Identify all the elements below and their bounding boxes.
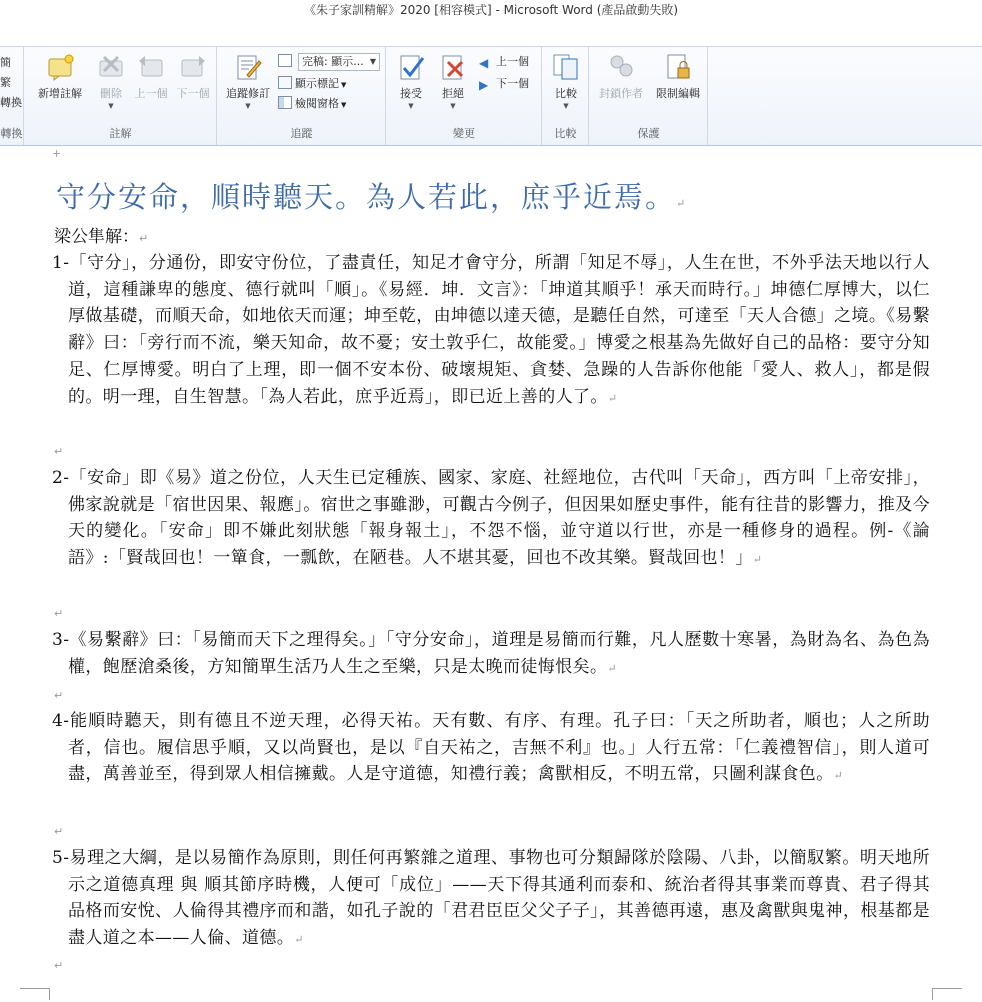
- group-label-tracking: 追蹤: [290, 127, 313, 140]
- previous-change-icon: ◀: [479, 56, 489, 70]
- reject-icon: [438, 53, 468, 81]
- paragraph-mark: ↵: [607, 661, 618, 675]
- display-review-icon: [278, 54, 292, 67]
- paragraph-3[interactable]: 3-《易繫辭》曰：「易簡而天下之理得矣。」「守分安命」，道理是易簡而行難，凡人歷數十寒暑，為財為名、為色為權，飽歷滄桑後，方知簡單生活乃人生之至樂，只是太晚而徒悔恨矣。↵: [52, 630, 930, 677]
- next-comment-button[interactable]: 下一個: [171, 53, 215, 101]
- chevron-down-icon: ▼: [563, 102, 569, 110]
- group-label-changes: 變更: [453, 127, 475, 140]
- ribbon-group-protect: [590, 47, 708, 145]
- convert-simplified-button[interactable]: 簡: [0, 56, 11, 69]
- empty-paragraph-mark: ↵: [54, 959, 64, 972]
- chevron-down-icon: ▼: [341, 81, 347, 89]
- track-changes-icon: [233, 53, 263, 81]
- review-pane-button[interactable]: 檢閱窗格 ▼: [278, 95, 346, 113]
- group-label-compare: 比較: [554, 127, 577, 140]
- page-corner-mark: [20, 988, 50, 1000]
- group-label-comments: 註解: [109, 127, 132, 140]
- paragraph-4[interactable]: 4-能順時聽天，則有德且不逆天理，必得天祐。天有數、有序、有理。孔子曰：「天之所助者，順也；人之所助者，信也。履信思乎順，又以尚賢也，是以『自天祐之，吉無不利』也。」人行五常：「仁義禮智信」，則人道可盡，萬善並至，得到眾人相信擁戴。人是守道德，知禮行義；禽獸相反，不明五常，只圖利謀食色。↵: [52, 711, 930, 785]
- chevron-down-icon: ▼: [450, 102, 456, 110]
- convert-button[interactable]: 轉換: [0, 96, 22, 109]
- empty-paragraph-mark: ↵: [54, 607, 64, 620]
- ribbon-group-tracking: [218, 47, 386, 145]
- chevron-down-icon: ▼: [408, 102, 414, 110]
- empty-paragraph-mark: ↵: [54, 825, 64, 838]
- chevron-down-icon: ▼: [108, 102, 114, 110]
- delete-comment-icon: [96, 53, 126, 81]
- paragraph-mark: ↵: [294, 933, 304, 947]
- paragraph-mark: ↵: [139, 232, 149, 245]
- paragraph-mark: ↵: [833, 769, 844, 783]
- track-changes-button[interactable]: 追蹤修訂 ▼: [222, 53, 274, 110]
- paragraph-mark: ↵: [676, 197, 688, 210]
- compare-button[interactable]: 比較 ▼: [544, 53, 588, 110]
- group-label-protect: 保護: [637, 127, 660, 140]
- convert-traditional-button[interactable]: 繁: [0, 76, 11, 89]
- chevron-down-icon: ▼: [245, 102, 251, 110]
- document-page[interactable]: [0, 147, 982, 1002]
- ribbon-group-compare: [543, 47, 589, 145]
- new-comment-icon: [45, 53, 75, 81]
- group-label-convert: 轉換: [0, 127, 23, 140]
- block-authors-icon: [606, 53, 636, 81]
- previous-comment-button[interactable]: 上一個: [129, 53, 173, 101]
- paragraph-mark: ↵: [607, 391, 618, 405]
- reject-button[interactable]: 拒絕 ▼: [431, 53, 475, 110]
- window-title: 《朱子家訓精解》2020 [相容模式] - Microsoft Word (產品啟動失敗): [0, 0, 982, 20]
- display-for-review-control[interactable]: [278, 53, 295, 71]
- chevron-down-icon: ▼: [341, 101, 347, 109]
- lock-document-icon: [663, 53, 693, 81]
- paragraph-5[interactable]: 5-易理之大綱，是以易簡作為原則，則任何再繁雜之道理、事物也可分類歸隊於陰陽、八卦，以簡馭繁。明天地所示之道德真理 與 順其節序時機，人便可「成位」——天下得其通利而泰和、統治者得其事業而尊貴、君子得其品格而安悅、人倫得其禮序而和諧，如孔子說的「君君臣臣父父子子」，其善德再遠，惠及禽獸與鬼神，根基都是盡人道之本——人倫、道德。↵: [52, 848, 930, 949]
- previous-comment-icon: [136, 53, 166, 81]
- block-authors-button[interactable]: 封鎖作者: [594, 53, 648, 101]
- next-comment-icon: [178, 53, 208, 81]
- restrict-editing-button[interactable]: 限制編輯: [652, 53, 704, 101]
- document-heading[interactable]: 守分安命，順時聽天。為人若此，庶乎近焉。↵: [56, 180, 688, 214]
- previous-change-button[interactable]: ◀ 上一個: [479, 55, 529, 70]
- paragraph-2[interactable]: 2-「安命」即《易》道之份位，人天生已定種族、國家、家庭、社經地位，古代叫「天命」，西方叫「上帝安排」，佛家說就是「宿世因果、報應」。宿世之事雖渺，可觀古今例子，但因果如歷史事件，能有往昔的影響力，推及今天的變化。「安命」即不嫌此刻狀態「報身報土」，不怨不惱，並守道以行世，亦是一種修身的過程。例-《論語》:「賢哉回也！一簞食，一瓢飲，在陋巷。人不堪其憂，回也不改其樂。賢哉回也！」↵: [52, 468, 930, 569]
- intro-line[interactable]: 梁公隼解：↵: [54, 227, 149, 247]
- ribbon-group-comments: [25, 47, 217, 145]
- paragraph-1[interactable]: 1-「守分」，分通份，即安守份位，了盡責任，知足才會守分，所謂「知足不辱」，人生在世，不外乎法天地以行人道，這種謙卑的態度、德行就叫「順」。《易經．坤．文言》：「坤道其順乎！承天而時行。」坤德仁厚博大，以仁厚做基礎，而順天命，如地依天而運；坤至乾，由坤德以達天德，是聽任自然，可達至「天人合德」之境。《易繫辭》曰：「旁行而不流，樂天知命，故不憂；安土敦乎仁，故能愛。」博愛之根基為先做好自己的品格：要守分知足、仁厚博愛。明白了上理，即一個不安本份、破壞規矩、貪婪、急躁的人告訴你他能「愛人、救人」，都是假的。明一理，自生智慧。「為人若此，庶乎近焉」，即已近上善的人了。↵: [52, 253, 930, 407]
- compare-icon: [551, 53, 581, 81]
- ribbon-group-changes: [387, 47, 542, 145]
- ribbon-group-convert: [0, 47, 24, 145]
- show-markup-icon: [278, 76, 292, 89]
- next-change-icon: ▶: [479, 78, 489, 92]
- page-corner-mark: [932, 988, 962, 1000]
- display-for-review-dropdown[interactable]: 完稿: 顯示... ▼: [298, 53, 380, 71]
- show-markup-button[interactable]: 顯示標記 ▼: [278, 75, 346, 93]
- paragraph-mark: +: [52, 147, 62, 160]
- new-comment-button[interactable]: 新增註解: [33, 53, 87, 101]
- review-pane-icon: [278, 96, 292, 109]
- chevron-down-icon: ▼: [369, 57, 376, 66]
- delete-comment-button[interactable]: 刪除 ▼: [89, 53, 133, 110]
- empty-paragraph-mark: ↵: [54, 689, 64, 702]
- accept-icon: [396, 53, 426, 81]
- accept-button[interactable]: 接受 ▼: [389, 53, 433, 110]
- ribbon-review-tab: [0, 46, 982, 146]
- next-change-button[interactable]: ▶ 下一個: [479, 77, 529, 92]
- empty-paragraph-mark: ↵: [54, 445, 64, 458]
- paragraph-mark: ↵: [752, 553, 763, 567]
